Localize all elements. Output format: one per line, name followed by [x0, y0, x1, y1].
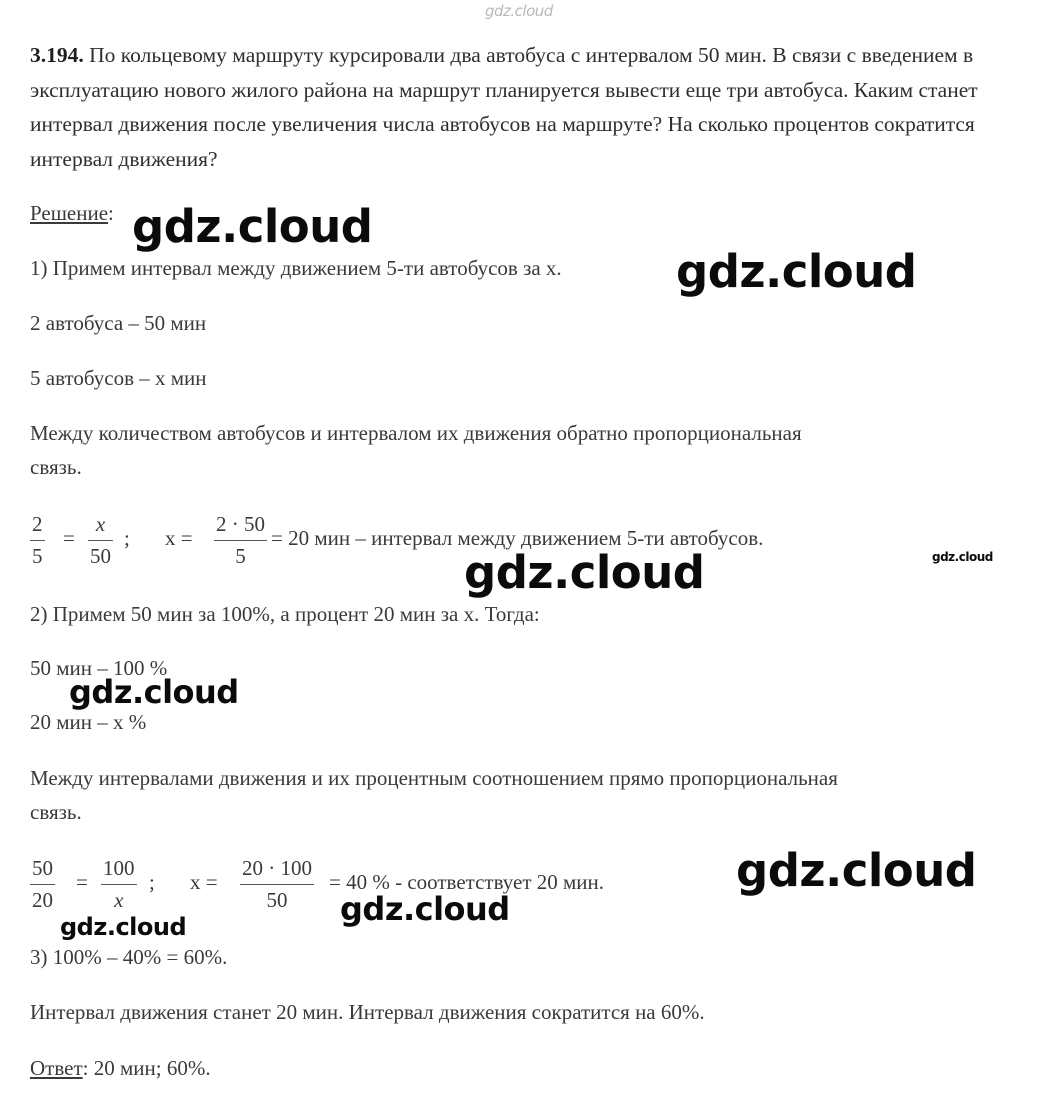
step2-fraction-3 [240, 855, 314, 913]
step1-relation-cont: связь. [30, 455, 82, 479]
step1-equals: = [63, 526, 75, 550]
watermark: gdz.cloud [736, 844, 977, 897]
problem-number: 3.194. [30, 43, 84, 67]
step1-row2: 5 автобусов – х мин [30, 366, 207, 390]
answer [30, 1051, 211, 1085]
fraction-denominator: 5 [235, 544, 246, 568]
fraction-numerator: x [95, 512, 106, 536]
step1-row1: 2 автобуса – 50 мин [30, 311, 207, 335]
step2-intro: 2) Примем 50 мин за 100%, а процент 20 мин за х. Тогда: [30, 602, 540, 626]
watermark: gdz.cloud [340, 890, 510, 928]
solution-heading-colon: : [108, 201, 114, 225]
problem-statement [30, 38, 1020, 176]
answer-label: Ответ [30, 1056, 83, 1080]
step2-row2: 20 мин – х % [30, 710, 147, 734]
watermark: gdz.cloud [132, 200, 373, 253]
step1-separator: ; [124, 526, 130, 550]
fraction-denominator: 5 [32, 544, 43, 568]
solution-heading-label: Решение [30, 201, 109, 225]
step3-calc: 3) 100% – 40% = 60%. [30, 945, 228, 969]
answer-colon: : [82, 1056, 89, 1080]
step1-result: = 20 мин – интервал между движением 5-ти автобусов. [271, 526, 764, 550]
step1-fraction-1 [30, 511, 45, 569]
step2-row1: 50 мин – 100 % [30, 656, 168, 680]
watermark: gdz.cloud [60, 913, 187, 941]
step1-fraction-2 [88, 511, 113, 569]
answer-text: 20 мин; 60%. [88, 1056, 211, 1080]
watermark: gdz.cloud [69, 673, 239, 711]
fraction-denominator: 50 [266, 888, 288, 912]
step1-relation: Между количеством автобусов и интервалом их движения обратно пропорциональная [30, 421, 802, 445]
fraction-numerator: 50 [32, 856, 53, 880]
fraction-denominator: 20 [32, 888, 53, 912]
step1-intro: 1) Примем интервал между движением 5-ти автобусов за х. [30, 256, 562, 280]
step2-separator: ; [149, 870, 155, 894]
watermark: gdz.cloud [932, 550, 993, 564]
step1-x-equals: х = [165, 526, 193, 550]
step2-fraction-1 [30, 855, 55, 913]
step2-equals: = [76, 870, 88, 894]
fraction-numerator: 2 [32, 512, 43, 536]
step1-fraction-3 [214, 511, 267, 569]
watermark: gdz.cloud [676, 245, 917, 298]
conclusion: Интервал движения станет 20 мин. Интервал движения сократится на 60%. [30, 1000, 705, 1024]
watermark: gdz.cloud [464, 546, 705, 599]
watermark-top: gdz.cloud [485, 2, 553, 20]
step2-fraction-2 [101, 855, 137, 913]
fraction-denominator: 50 [90, 544, 111, 568]
fraction-numerator: 2 · 50 [216, 512, 265, 536]
fraction-numerator: 20 · 100 [242, 856, 312, 880]
fraction-denominator: x [114, 888, 124, 912]
fraction-numerator: 100 [103, 856, 135, 880]
step2-relation-cont: связь. [30, 800, 82, 824]
step2-x-equals: х = [190, 870, 218, 894]
problem-text: По кольцевому маршруту курсировали два автобуса с интервалом 50 мин. В связи с введением в эксплуатацию нового жилого района на маршрут планируется вывести еще три автобуса. Каким станет интервал движения после увеличения числа автобусов на маршруте? На сколько процентов сократится интервал движения? [30, 43, 978, 171]
step2-result: = 40 % - соответствует 20 мин. [329, 870, 605, 894]
solution-heading [30, 196, 114, 230]
step2-relation: Между интервалами движения и их процентным соотношением прямо пропорциональная [30, 766, 838, 790]
